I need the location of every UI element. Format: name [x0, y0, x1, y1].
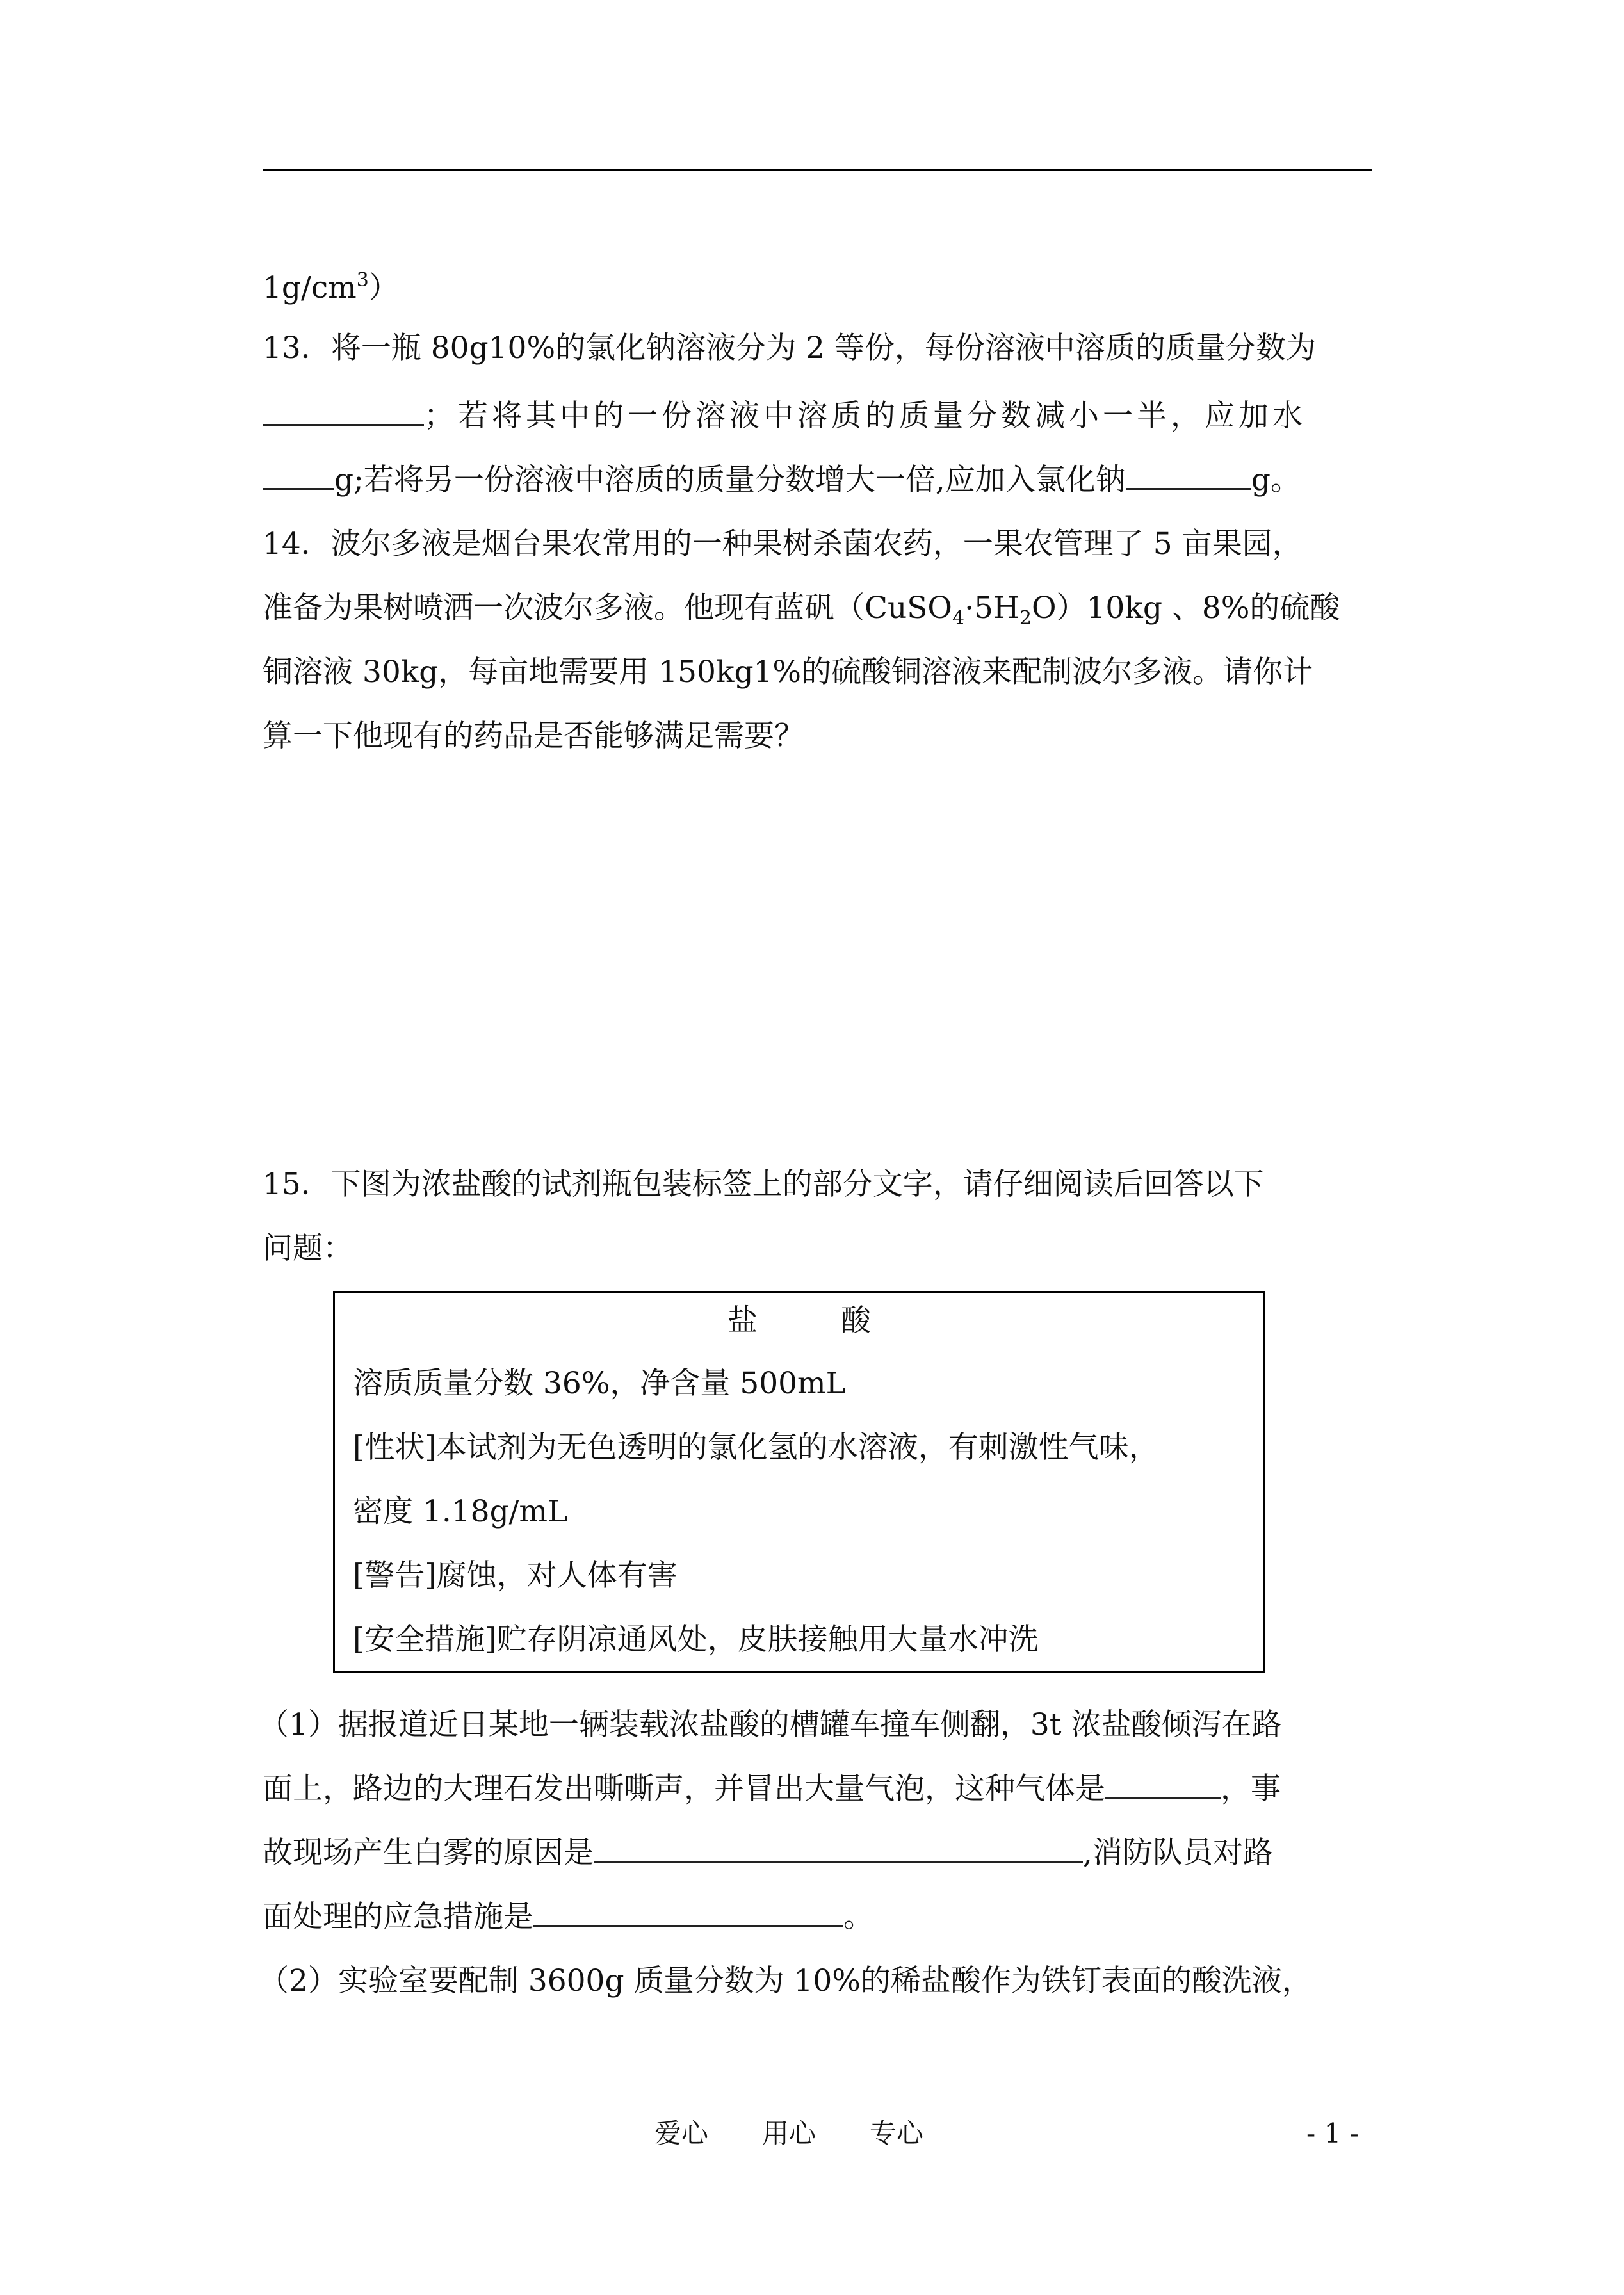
q13-line-2	[263, 397, 1306, 435]
q15-p1-line-3	[263, 1834, 1273, 1872]
q13-answer-blank-2[interactable]	[263, 462, 334, 490]
q15-emergency-measure-blank[interactable]	[533, 1899, 843, 1927]
q14-line-1	[263, 525, 1303, 564]
q13-text-2: ；若将其中的一份溶液中溶质的质量分数减小一半，应加水	[424, 398, 1306, 434]
q14-text-2b: ·5H	[964, 590, 1019, 626]
q15-p1-text-3a: 故现场产生白雾的原因是	[263, 1835, 594, 1870]
continuation-line	[263, 261, 399, 307]
q15-fog-reason-blank[interactable]	[594, 1835, 1083, 1863]
q14-text-1: 14．波尔多液是烟台果农常用的一种果树杀菌农药，一果农管理了 5 亩果园，	[263, 526, 1303, 562]
continuation-paren: ）	[368, 270, 399, 305]
q15-p1-text-3b: ,消防队员对路	[1083, 1835, 1273, 1870]
q13-text-3a: g;若将另一份溶液中溶质的质量分数增大一倍,应加入氯化钠	[334, 462, 1126, 498]
continuation-superscript: 3	[356, 269, 369, 291]
reagent-label-box	[333, 1291, 1265, 1673]
q14-text-2a: 准备为果树喷洒一次波尔多液。他现有蓝矾（CuSO	[263, 590, 952, 626]
q14-line-2	[263, 589, 1340, 638]
q15-p2-line-1	[259, 1962, 1312, 2000]
q14-line-3	[263, 653, 1313, 692]
q14-text-2c: O）10kg 、8%的硫酸	[1032, 590, 1340, 626]
reagent-label-line-1: 溶质质量分数 36%，净含量 500mL	[353, 1366, 846, 1401]
q15-p1-text-2a: 面上，路边的大理石发出嘶嘶声，并冒出大量气泡，这种气体是	[263, 1771, 1105, 1806]
reagent-label-line-5: [安全措施]贮存阴凉通风处，皮肤接触用大量水冲洗	[353, 1622, 1039, 1657]
q14-subscript-2: 2	[1019, 607, 1032, 629]
q15-p1-text-4a: 面处理的应急措施是	[263, 1899, 533, 1934]
reagent-label-line-4: [警告]腐蚀，对人体有害	[353, 1558, 678, 1593]
q15-p1-line-1	[259, 1706, 1282, 1744]
q15-text-1: 15．下图为浓盐酸的试剂瓶包装标签上的部分文字，请仔细阅读后回答以下	[263, 1167, 1264, 1202]
q15-p1-line-2	[263, 1770, 1281, 1808]
q14-text-3: 铜溶液 30kg，每亩地需要用 150kg1%的硫酸铜溶液来配制波尔多液。请你计	[263, 654, 1313, 690]
reagent-label-title: 盐酸	[727, 1303, 954, 1338]
q14-text-4: 算一下他现有的药品是否能够满足需要？	[263, 718, 804, 754]
reagent-label-line-3: 密度 1.18g/mL	[353, 1494, 568, 1529]
q13-answer-blank-3[interactable]	[1126, 462, 1251, 490]
q15-p1-text-2b: ，事	[1221, 1771, 1281, 1806]
q15-text-2: 问题：	[263, 1231, 353, 1266]
q14-line-4	[263, 717, 804, 756]
q15-gas-answer-blank[interactable]	[1105, 1771, 1221, 1799]
q15-line-1	[263, 1165, 1264, 1204]
q13-line-1	[263, 329, 1316, 368]
q14-subscript-1: 4	[952, 607, 965, 629]
q15-p2-text-1: （2）实验室要配制 3600g 质量分数为 10%的稀盐酸作为铁钉表面的酸洗液，	[259, 1963, 1312, 1999]
q13-line-3	[263, 461, 1301, 499]
continuation-text: 1g/cm	[263, 270, 357, 305]
q15-p1-line-4	[263, 1898, 873, 1936]
q13-answer-blank-1[interactable]	[263, 398, 424, 426]
footer-page-number: - 1 -	[1306, 2118, 1359, 2149]
reagent-label-line-2: [性状]本试剂为无色透明的氯化氢的水溶液，有刺激性气味，	[353, 1430, 1159, 1465]
footer-motto: 爱心 用心 专心	[654, 2118, 924, 2149]
header-rule	[263, 169, 1372, 171]
q15-p1-text-4b: 。	[843, 1899, 873, 1934]
q13-text-3b: g。	[1251, 462, 1301, 498]
q13-text-1: 13．将一瓶 80g10%的氯化钠溶液分为 2 等份，每份溶液中溶质的质量分数为	[263, 330, 1316, 366]
q15-line-2	[263, 1229, 353, 1268]
q15-p1-text-1: （1）据报道近日某地一辆装载浓盐酸的槽罐车撞车侧翻，3t 浓盐酸倾泻在路	[259, 1707, 1282, 1742]
